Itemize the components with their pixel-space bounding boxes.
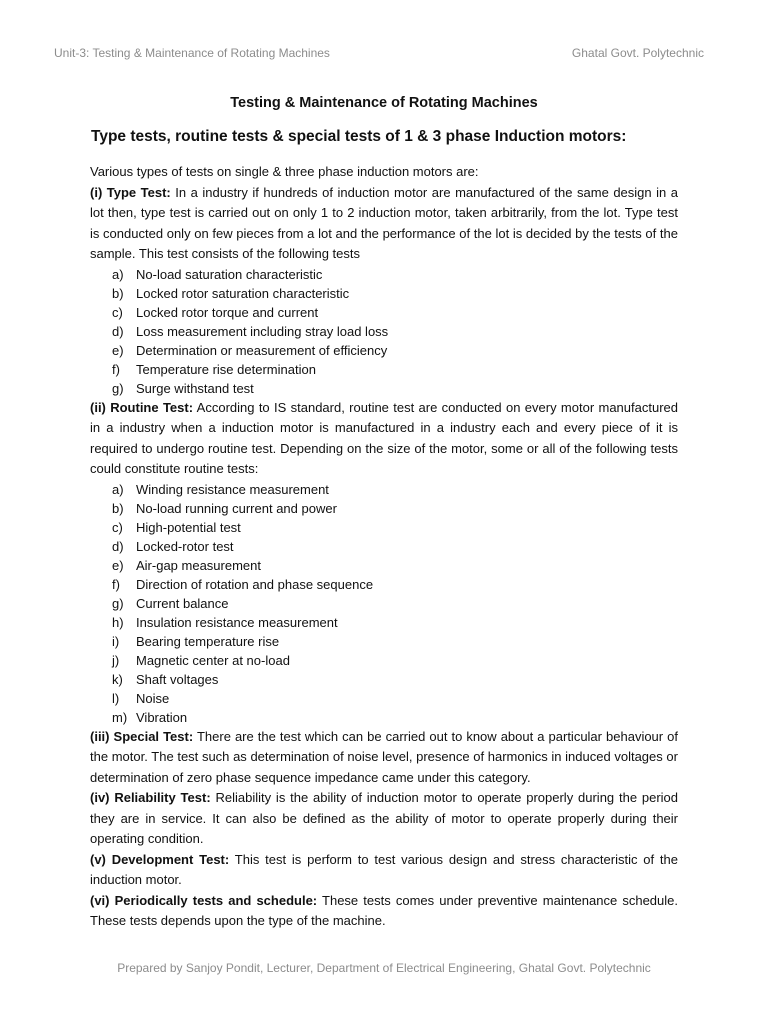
list-item-text: Current balance bbox=[136, 595, 229, 611]
running-header-right: Ghatal Govt. Polytechnic bbox=[571, 46, 704, 60]
list-marker: d) bbox=[112, 538, 124, 554]
list-marker: l) bbox=[112, 690, 120, 706]
development-test-label: (v) Development Test: bbox=[90, 851, 230, 867]
development-test-paragraph bbox=[90, 850, 678, 891]
development-test-text: This test is perform to test various design and stress characteristic of the induction motor. bbox=[90, 851, 678, 887]
special-test-text: There are the test which can be carried out to know about a particular behaviour of the motor. The test such as determination of noise level, presence of harmonics in induced voltages or determination of zero phase sequence impedance came under this category. bbox=[90, 728, 678, 785]
list-item-text: Loss measurement including stray load loss bbox=[136, 323, 389, 339]
list-marker: e) bbox=[112, 342, 124, 358]
list-item bbox=[90, 689, 678, 708]
reliability-test-text: Reliability is the ability of induction motor to operate properly during the period they are in service. It can also be defined as the ability of motor to operate properly during their operating condition. bbox=[90, 790, 679, 846]
list-item-text: Temperature rise determination bbox=[136, 361, 316, 377]
list-marker: k) bbox=[112, 671, 123, 687]
list-marker: b) bbox=[112, 285, 124, 301]
list-marker: e) bbox=[112, 557, 124, 573]
list-item bbox=[90, 499, 678, 518]
special-test-paragraph bbox=[90, 727, 678, 789]
routine-test-label: (ii) Routine Test: bbox=[90, 399, 194, 415]
list-item bbox=[90, 360, 678, 379]
list-item-text: Direction of rotation and phase sequence bbox=[136, 576, 374, 592]
list-item-text: No-load running current and power bbox=[136, 500, 337, 516]
list-marker: i) bbox=[112, 633, 120, 649]
list-marker: h) bbox=[112, 614, 124, 630]
type-test-text: In a industry if hundreds of induction motor are manufactured of the same design in a lot then, type test is carried out on only 1 to 2 induction motor, taken arbitrarily, from the lot. Type test is conducted only on few pieces from a lot and the performance of the lot is decided by the tests of the sample. This test consists of the following tests bbox=[90, 184, 678, 261]
type-test-paragraph bbox=[90, 183, 678, 265]
periodic-test-label: (vi) Periodically tests and schedule: bbox=[90, 892, 318, 908]
document-title: Testing & Maintenance of Rotating Machines bbox=[230, 95, 538, 111]
list-item bbox=[90, 480, 678, 499]
list-item bbox=[90, 303, 678, 322]
list-item bbox=[90, 613, 678, 632]
list-item-text: No-load saturation characteristic bbox=[136, 266, 323, 282]
list-item bbox=[90, 708, 678, 727]
list-marker: m) bbox=[112, 709, 128, 725]
list-item-text: Locked-rotor test bbox=[136, 538, 234, 554]
list-item bbox=[90, 322, 678, 341]
list-marker: d) bbox=[112, 323, 124, 339]
list-item bbox=[90, 265, 678, 284]
list-marker: c) bbox=[112, 519, 123, 535]
list-item bbox=[90, 556, 678, 575]
list-item-text: Locked rotor torque and current bbox=[136, 304, 319, 320]
document-body bbox=[90, 162, 678, 932]
list-item bbox=[90, 518, 678, 537]
list-item bbox=[90, 379, 678, 398]
section-heading: Type tests, routine tests & special tests of 1 & 3 phase Induction motors: bbox=[91, 128, 627, 145]
routine-test-list bbox=[90, 480, 678, 727]
list-marker: g) bbox=[112, 595, 124, 611]
list-item-text: Determination or measurement of efficiency bbox=[136, 342, 388, 358]
list-item-text: High-potential test bbox=[136, 519, 241, 535]
list-item-text: Surge withstand test bbox=[136, 380, 254, 396]
routine-test-text: According to IS standard, routine test are conducted on every motor manufactured in a industry when a induction motor is manufactured in a industry each and every piece of it is required to undergo routine test. Depending on the size of the motor, some or all of the following tests could constitute routine tests: bbox=[90, 399, 678, 476]
list-item-text: Locked rotor saturation characteristic bbox=[136, 285, 350, 301]
list-item bbox=[90, 341, 678, 360]
list-item-text: Bearing temperature rise bbox=[136, 633, 280, 649]
list-item-text: Winding resistance measurement bbox=[136, 481, 329, 497]
intro-paragraph: Various types of tests on single & three phase induction motors are: bbox=[90, 164, 479, 179]
periodic-test-paragraph bbox=[90, 891, 678, 932]
list-item-text: Magnetic center at no-load bbox=[136, 652, 290, 668]
list-item bbox=[90, 575, 678, 594]
list-marker: f) bbox=[112, 361, 120, 377]
page-footer: Prepared by Sanjoy Pondit, Lecturer, Department of Electrical Engineering, Ghatal Govt. Polytechnic bbox=[117, 961, 651, 975]
list-item bbox=[90, 594, 678, 613]
list-item-text: Insulation resistance measurement bbox=[136, 614, 338, 630]
list-marker: b) bbox=[112, 500, 124, 516]
list-marker: a) bbox=[112, 266, 124, 282]
reliability-test-label: (iv) Reliability Test: bbox=[90, 790, 211, 805]
list-item bbox=[90, 284, 678, 303]
special-test-label: (iii) Special Test: bbox=[90, 728, 194, 744]
list-item-text: Vibration bbox=[136, 709, 188, 725]
type-test-list bbox=[90, 265, 678, 398]
list-item-text: Noise bbox=[136, 690, 170, 706]
list-marker: f) bbox=[112, 576, 120, 592]
list-marker: j) bbox=[112, 652, 120, 668]
list-item bbox=[90, 632, 678, 651]
reliability-test-paragraph bbox=[90, 788, 678, 850]
list-marker: c) bbox=[112, 304, 123, 320]
type-test-label: (i) Type Test: bbox=[90, 184, 171, 200]
list-item bbox=[90, 651, 678, 670]
list-item-text: Shaft voltages bbox=[136, 671, 219, 687]
list-item-text: Air-gap measurement bbox=[136, 557, 261, 573]
periodic-test-text: These tests comes under preventive maintenance schedule. These tests depends upon the type of the machine. bbox=[90, 892, 678, 928]
list-marker: a) bbox=[112, 481, 124, 497]
list-item bbox=[90, 537, 678, 556]
list-marker: g) bbox=[112, 380, 124, 396]
list-item bbox=[90, 670, 678, 689]
routine-test-paragraph bbox=[90, 398, 678, 480]
running-header-left: Unit-3: Testing & Maintenance of Rotating Machines bbox=[54, 46, 330, 60]
